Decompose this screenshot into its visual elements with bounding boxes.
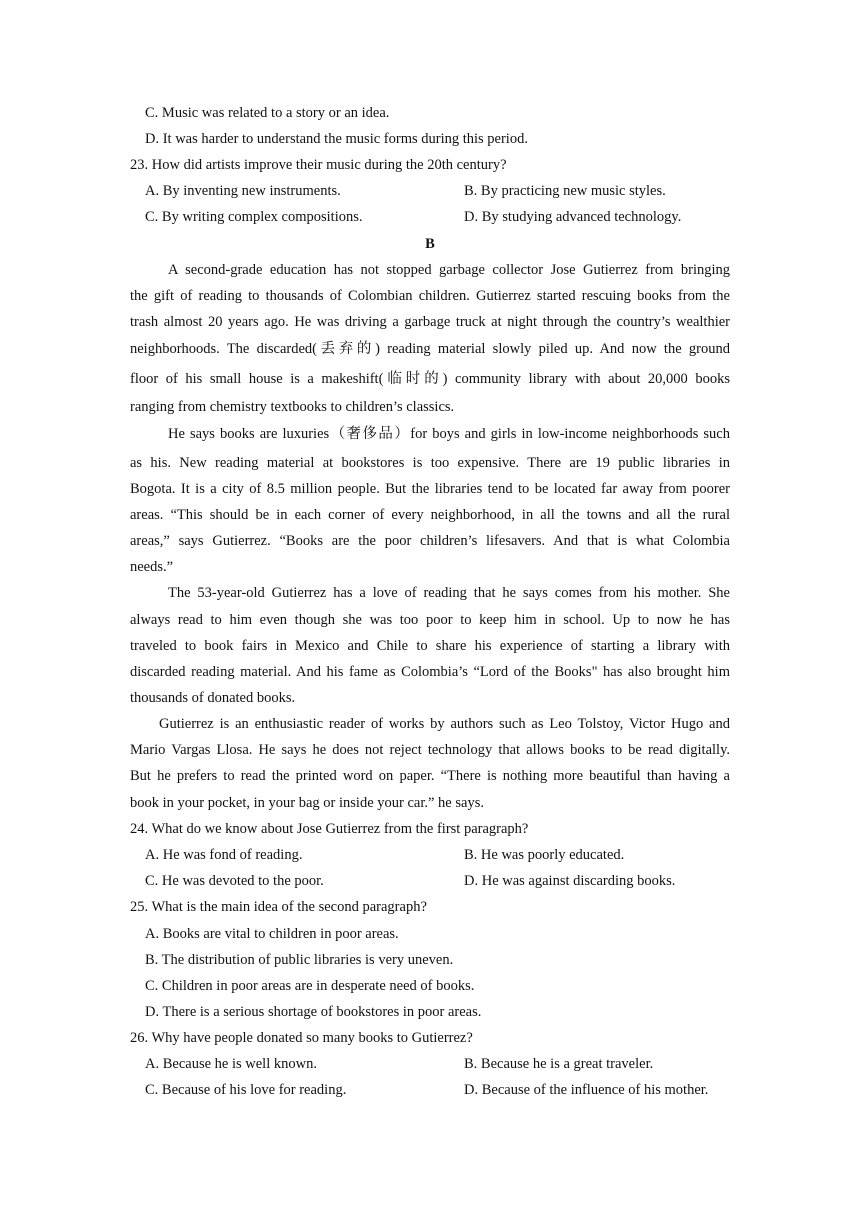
q23-option-c: C. By writing complex compositions. <box>145 209 363 225</box>
q23-option-d: D. By studying advanced technology. <box>464 209 682 225</box>
passage-p2-line: areas. “This should be in each corner of every neighborhood, in all the towns and all the rural <box>130 507 730 523</box>
q24-question: 24. What do we know about Jose Gutierrez from the first paragraph? <box>130 821 529 837</box>
passage-p2-line: Bogota. It is a city of 8.5 million people. But the libraries tend to be located far away from poorer <box>130 481 730 497</box>
q26-option-c: C. Because of his love for reading. <box>145 1082 347 1098</box>
q22-option-c: C. Music was related to a story or an idea. <box>145 105 390 121</box>
q25-option-b: B. The distribution of public libraries is very uneven. <box>145 952 454 968</box>
q26-option-a: A. Because he is well known. <box>145 1056 317 1072</box>
q24-option-a: A. He was fond of reading. <box>145 847 303 863</box>
passage-p1-line: ranging from chemistry textbooks to children’s classics. <box>130 399 455 415</box>
q24-option-d: D. He was against discarding books. <box>464 873 676 889</box>
q25-option-a: A. Books are vital to children in poor areas. <box>145 926 399 942</box>
q25-question: 25. What is the main idea of the second paragraph? <box>130 899 427 915</box>
passage-p3-line: traveled to book fairs in Mexico and Chile to share his experience of starting a library with <box>130 638 730 654</box>
passage-p4-line: book in your pocket, in your bag or inside your car.” he says. <box>130 795 484 811</box>
passage-p1-line: A second-grade education has not stopped garbage collector Jose Gutierrez from bringing <box>168 262 730 278</box>
q26-question: 26. Why have people donated so many books to Gutierrez? <box>130 1030 473 1046</box>
passage-p2-line: needs.” <box>130 559 174 575</box>
q23-option-a: A. By inventing new instruments. <box>145 183 341 199</box>
q24-option-c: C. He was devoted to the poor. <box>145 873 324 889</box>
passage-p3-line: always read to him even though she was too poor to keep him in school. Up to now he has <box>130 612 730 628</box>
section-title: B <box>425 236 435 252</box>
passage-p1-line: the gift of reading to thousands of Colombian children. Gutierrez started rescuing books from the <box>130 288 730 304</box>
q22-option-d: D. It was harder to understand the music forms during this period. <box>145 131 528 147</box>
passage-p3-line: thousands of donated books. <box>130 690 296 706</box>
q23-question: 23. How did artists improve their music during the 20th century? <box>130 157 507 173</box>
passage-p4-line: Gutierrez is an enthusiastic reader of works by authors such as Leo Tolstoy, Victor Hugo and <box>159 716 730 732</box>
passage-p2-line: as his. New reading material at bookstores is too expensive. There are 19 public libraries in <box>130 455 730 471</box>
passage-p4-line: Mario Vargas Llosa. He says he does not reject technology that allows books to be read digitally. <box>130 742 730 758</box>
q25-option-d: D. There is a serious shortage of bookstores in poor areas. <box>145 1004 482 1020</box>
q25-option-c: C. Children in poor areas are in desperate need of books. <box>145 978 475 994</box>
passage-p3-line: discarded reading material. And his fame as Colombia’s “Lord of the Books" has also brought him <box>130 664 730 680</box>
q23-option-b: B. By practicing new music styles. <box>464 183 666 199</box>
passage-p2-line: areas,” says Gutierrez. “Books are the poor children’s lifesavers. And that is what Colombia <box>130 533 730 549</box>
q26-option-d: D. Because of the influence of his mother. <box>464 1082 709 1098</box>
q24-option-b: B. He was poorly educated. <box>464 847 625 863</box>
passage-p1-line: trash almost 20 years ago. He was driving a garbage truck at night through the country’s wealthier <box>130 314 730 330</box>
passage-p1-line: neighborhoods. The discarded(丢弃的) reading material slowly piled up. And now the ground <box>130 341 730 357</box>
passage-p4-line: But he prefers to read the printed word on paper. “There is nothing more beautiful than having a <box>130 768 730 784</box>
passage-p3-line: The 53-year-old Gutierrez has a love of reading that he says comes from his mother. She <box>168 585 730 601</box>
q26-option-b: B. Because he is a great traveler. <box>464 1056 654 1072</box>
passage-p1-line: floor of his small house is a makeshift(临时的) community library with about 20,000 books <box>130 371 730 387</box>
passage-p2-line: He says books are luxuries（奢侈品）for boys and girls in low-income neighborhoods such <box>168 426 730 442</box>
